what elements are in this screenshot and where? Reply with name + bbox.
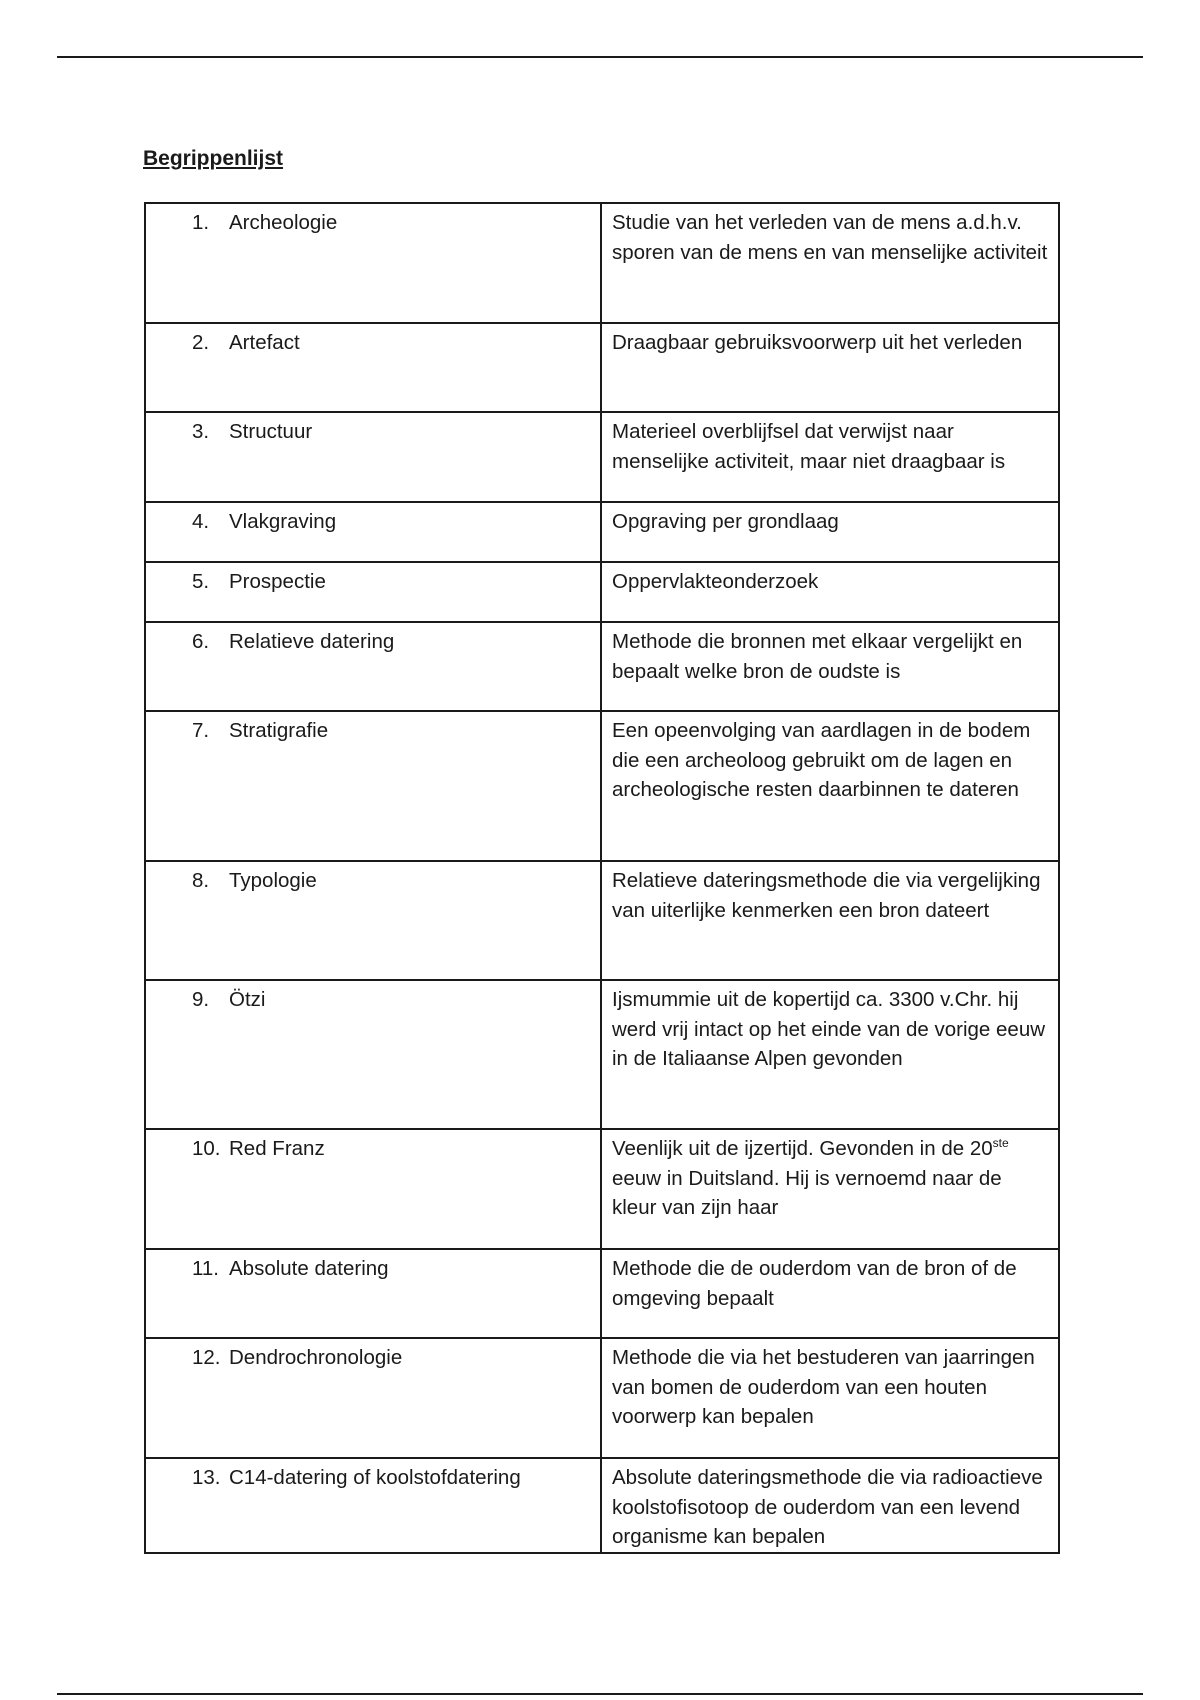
definition-cell: Methode die de ouderdom van de bron of de omgeving bepaalt	[601, 1249, 1059, 1338]
definition-cell: Relatieve dateringsmethode die via vergelijking van uiterlijke kenmerken een bron dateert	[601, 861, 1059, 980]
term-cell	[145, 711, 601, 861]
term-label: Archeologie	[229, 211, 338, 234]
term-cell	[145, 980, 601, 1129]
term-cell	[145, 1338, 601, 1458]
term-cell	[145, 562, 601, 622]
term-number: 13.	[192, 1466, 221, 1489]
definition-text: eeuw in Duitsland. Hij is vernoemd naar de kleur van zijn haar	[612, 1166, 1002, 1219]
term-number: 10.	[192, 1137, 221, 1160]
term-number: 6.	[192, 630, 210, 653]
term-label: Prospectie	[229, 570, 326, 593]
term-number: 4.	[192, 510, 210, 533]
term-label: Typologie	[229, 869, 317, 892]
table-row	[145, 861, 1059, 980]
term-label: Red Franz	[229, 1137, 325, 1160]
term-label: Ötzi	[229, 988, 266, 1011]
term-cell	[145, 502, 601, 562]
table-row	[145, 203, 1059, 323]
definition-cell: Studie van het verleden van de mens a.d.h.v. sporen van de mens en van menselijke activiteit	[601, 203, 1059, 323]
definition-cell: Absolute dateringsmethode die via radioactieve koolstofisotoop de ouderdom van een levend organisme kan bepalen	[601, 1458, 1059, 1553]
term-cell	[145, 1249, 601, 1338]
term-number: 2.	[192, 331, 210, 354]
table-row	[145, 622, 1059, 711]
term-number: 3.	[192, 420, 210, 443]
term-label: Dendrochronologie	[229, 1346, 403, 1369]
definition-cell: Draagbaar gebruiksvoorwerp uit het verleden	[601, 323, 1059, 412]
term-number: 12.	[192, 1346, 221, 1369]
page-title: Begrippenlijst	[143, 147, 284, 170]
term-cell	[145, 622, 601, 711]
top-rule	[57, 56, 1143, 58]
table-row	[145, 502, 1059, 562]
table-row	[145, 711, 1059, 861]
definition-cell: Ijsmummie uit de kopertijd ca. 3300 v.Chr. hij werd vrij intact op het einde van de vorige eeuw in de Italiaanse Alpen gevonden	[601, 980, 1059, 1129]
term-label: Artefact	[229, 331, 300, 354]
term-cell	[145, 861, 601, 980]
term-number: 11.	[192, 1257, 219, 1280]
term-label: C14-datering of koolstofdatering	[229, 1466, 521, 1489]
definition-cell: Opgraving per grondlaag	[601, 502, 1059, 562]
term-cell	[145, 1129, 601, 1249]
definition-text: Veenlijk uit de ijzertijd. Gevonden in de 20	[612, 1137, 993, 1160]
table-row	[145, 1458, 1059, 1553]
definition-cell: Oppervlakteonderzoek	[601, 562, 1059, 622]
table-row	[145, 980, 1059, 1129]
table-row	[145, 562, 1059, 622]
bottom-rule	[57, 1693, 1143, 1695]
definition-cell: Een opeenvolging van aardlagen in de bodem die een archeoloog gebruikt om de lagen en archeologische resten daarbinnen te dateren	[601, 711, 1059, 861]
definition-cell	[601, 1129, 1059, 1249]
table-row	[145, 1338, 1059, 1458]
term-number: 9.	[192, 988, 210, 1011]
term-label: Stratigrafie	[229, 719, 329, 742]
term-cell	[145, 323, 601, 412]
term-number: 5.	[192, 570, 210, 593]
term-label: Vlakgraving	[229, 510, 337, 533]
table-row	[145, 412, 1059, 502]
term-number: 7.	[192, 719, 210, 742]
term-label: Structuur	[229, 420, 313, 443]
ordinal-suffix: ste	[992, 1136, 1009, 1151]
term-number: 1.	[192, 211, 210, 234]
definition-cell: Materieel overblijfsel dat verwijst naar menselijke activiteit, maar niet draagbaar is	[601, 412, 1059, 502]
term-number: 8.	[192, 869, 210, 892]
term-label: Relatieve datering	[229, 630, 395, 653]
definition-cell: Methode die via het bestuderen van jaarringen van bomen de ouderdom van een houten voorwerp kan bepalen	[601, 1338, 1059, 1458]
terms-table	[144, 202, 1060, 1554]
term-cell	[145, 203, 601, 323]
table-row	[145, 1129, 1059, 1249]
term-label: Absolute datering	[229, 1257, 389, 1280]
term-cell	[145, 1458, 601, 1553]
table-row	[145, 1249, 1059, 1338]
table-row	[145, 323, 1059, 412]
term-cell	[145, 412, 601, 502]
definition-cell: Methode die bronnen met elkaar vergelijkt en bepaalt welke bron de oudste is	[601, 622, 1059, 711]
